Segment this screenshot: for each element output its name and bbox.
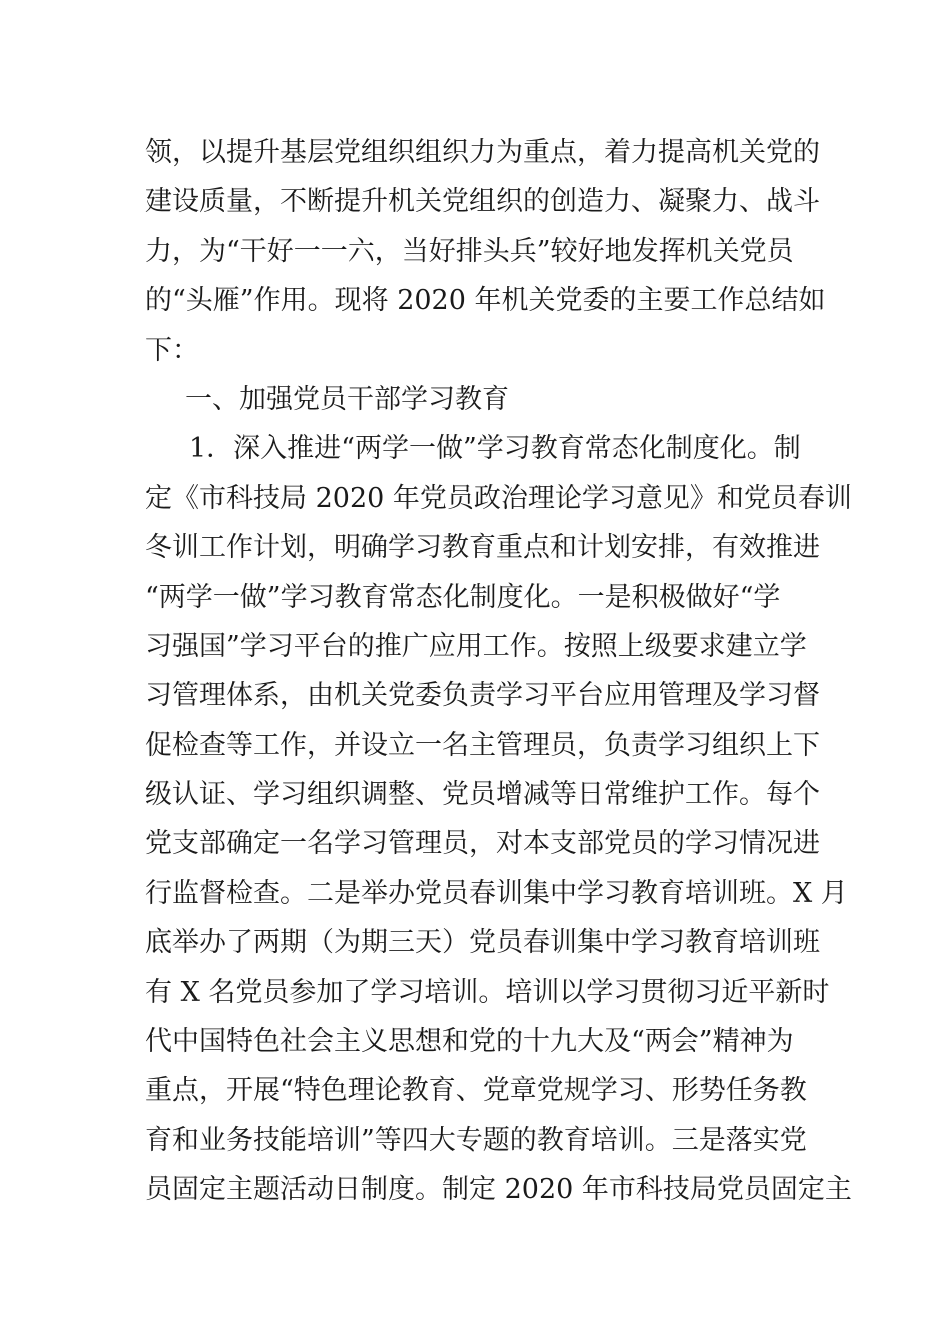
body-line: 底举办了两期（为期三天）党员春训集中学习教育培训班 (145, 927, 820, 959)
body-line: 代中国特色社会主义思想和党的十九大及“两会”精神为 (145, 1026, 794, 1058)
body-line: 育和业务技能培训”等四大专题的教育培训。三是落实党 (145, 1124, 807, 1156)
body-line: “两学一做”学习教育常态化制度化。一是积极做好“学 (145, 581, 781, 613)
body-line: 下： (145, 334, 199, 366)
body-line: 领，以提升基层党组织组织力为重点，着力提高机关党的 (145, 137, 820, 168)
body-line: 定《市科技局 2020 年党员政治理论学习意见》和党员春训 (145, 482, 852, 514)
subsection-heading: 1．深入推进“两学一做”学习教育常态化制度化。制 (189, 433, 801, 465)
body-line: 的“头雁”作用。现将 2020 年机关党委的主要工作总结如 (145, 285, 826, 317)
document-body (145, 128, 852, 1215)
body-line: 行监督检查。二是举办党员春训集中学习教育培训班。X 月 (145, 877, 848, 909)
section-heading: 一、加强党员干部学习教育 (185, 383, 509, 415)
body-line: 重点，开展“特色理论教育、党章党规学习、形势任务教 (145, 1075, 807, 1107)
body-line: 党支部确定一名学习管理员，对本支部党员的学习情况进 (145, 828, 820, 860)
body-line: 习强国”学习平台的推广应用工作。按照上级要求建立学 (145, 630, 807, 662)
body-line: 员固定主题活动日制度。制定 2020 年市科技局党员固定主 (145, 1174, 852, 1206)
body-line: 建设质量，不断提升机关党组织的创造力、凝聚力、战斗 (145, 186, 820, 218)
body-line: 习管理体系，由机关党委负责学习平台应用管理及学习督 (145, 680, 820, 712)
body-line: 力，为“干好一一六，当好排头兵”较好地发挥机关党员 (145, 235, 794, 267)
body-line: 级认证、学习组织调整、党员增减等日常维护工作。每个 (145, 779, 820, 811)
body-line: 有 X 名党员参加了学习培训。培训以学习贯彻习近平新时 (145, 976, 830, 1008)
body-line: 冬训工作计划，明确学习教育重点和计划安排，有效推进 (145, 532, 820, 564)
body-line: 促检查等工作，并设立一名主管理员，负责学习组织上下 (145, 729, 820, 761)
